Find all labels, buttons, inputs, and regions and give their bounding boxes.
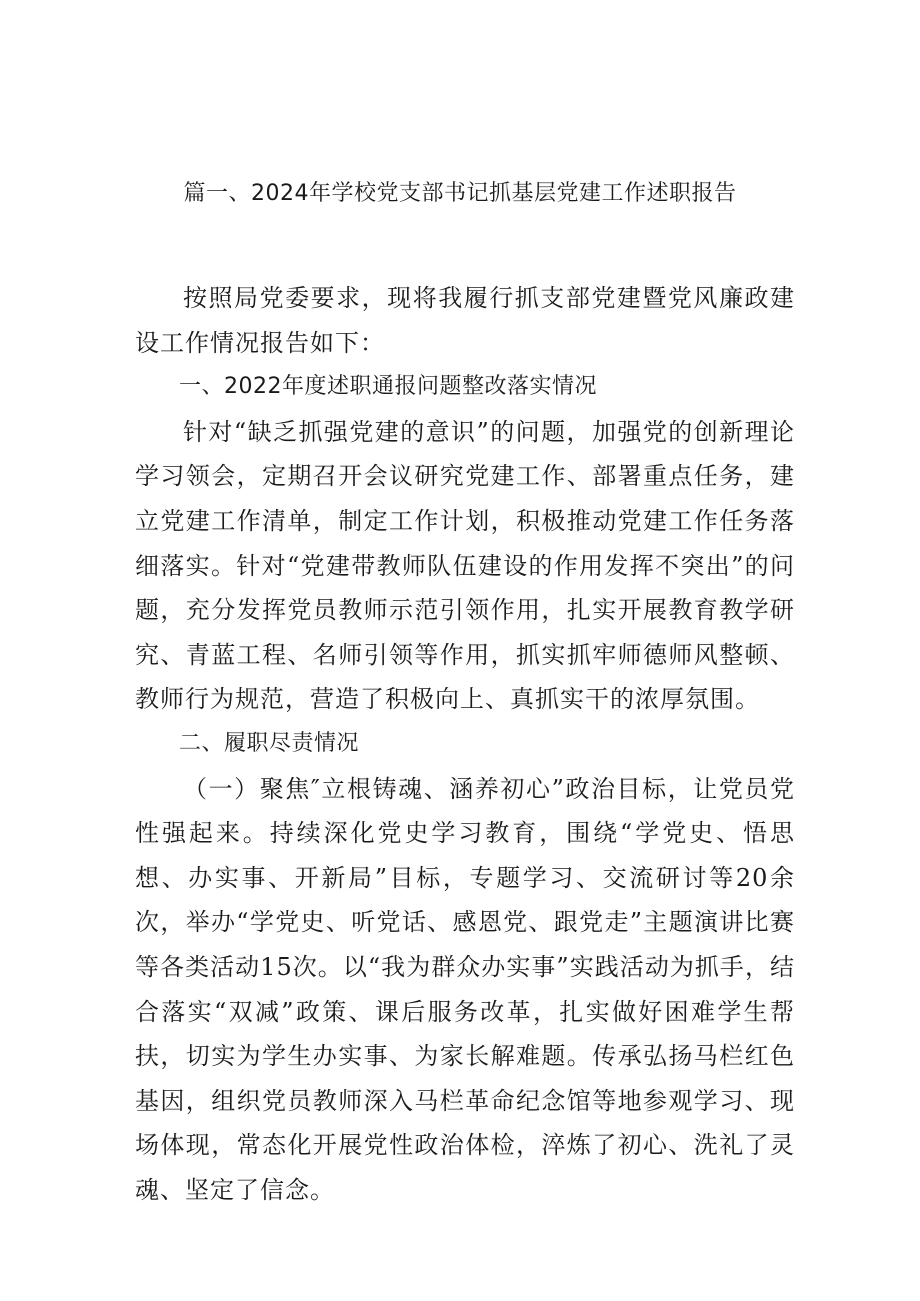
- document-title: 篇一、2024年学校党支部书记抓基层党建工作述职报告: [183, 181, 737, 206]
- section2-heading: 二、履职尽责情况: [179, 730, 360, 756]
- section1-paragraph: 针对“缺乏抓强党建的意识”的问题，加强党的创新理论学习领会，定期召开会议研究党建工作、部署重点任务，建立党建工作清单，制定工作计划，积极推动党建工作任务落细落实。针对“党建带教师队伍建设的作用发挥不突出”的问题，充分发挥党员教师示范引领作用，扎实开展教育教学研究、青蓝工程、名师引领等作用，抓实抓牢师德师风整顿、教师行为规范，营造了积极向上、真抓实干的浓厚氛围。: [135, 417, 795, 714]
- section2-item1-paragraph: （一）聚焦″立根铸魂、涵养初心”政治目标，让党员党性强起来。持续深化党史学习教育，围绕“学党史、悟思想、办实事、开新局”目标，专题学习、交流研讨等20余次，举办“学党史、听党话、感恩党、跟党走”主题演讲比赛等各类活动15次。以“我为群众办实事”实践活动为抓手，结合落实“双减”政策、课后服务改革，扎实做好困难学生帮扶，切实为学生办实事、为家长解难题。传承弘扬马栏红色基因，组织党员教师深入马栏革命纪念馆等地参观学习、现场体现，常态化开展党性政治体检，淬炼了初心、洗礼了灵魂、坚定了信念。: [135, 774, 795, 1204]
- intro-paragraph: 按照局党委要求，现将我履行抓支部党建暨党风廉政建设工作情况报告如下：: [135, 284, 795, 357]
- document-body: [135, 276, 795, 1212]
- section1-heading: 一、2022年度述职通报问题整改落实情况: [179, 374, 597, 400]
